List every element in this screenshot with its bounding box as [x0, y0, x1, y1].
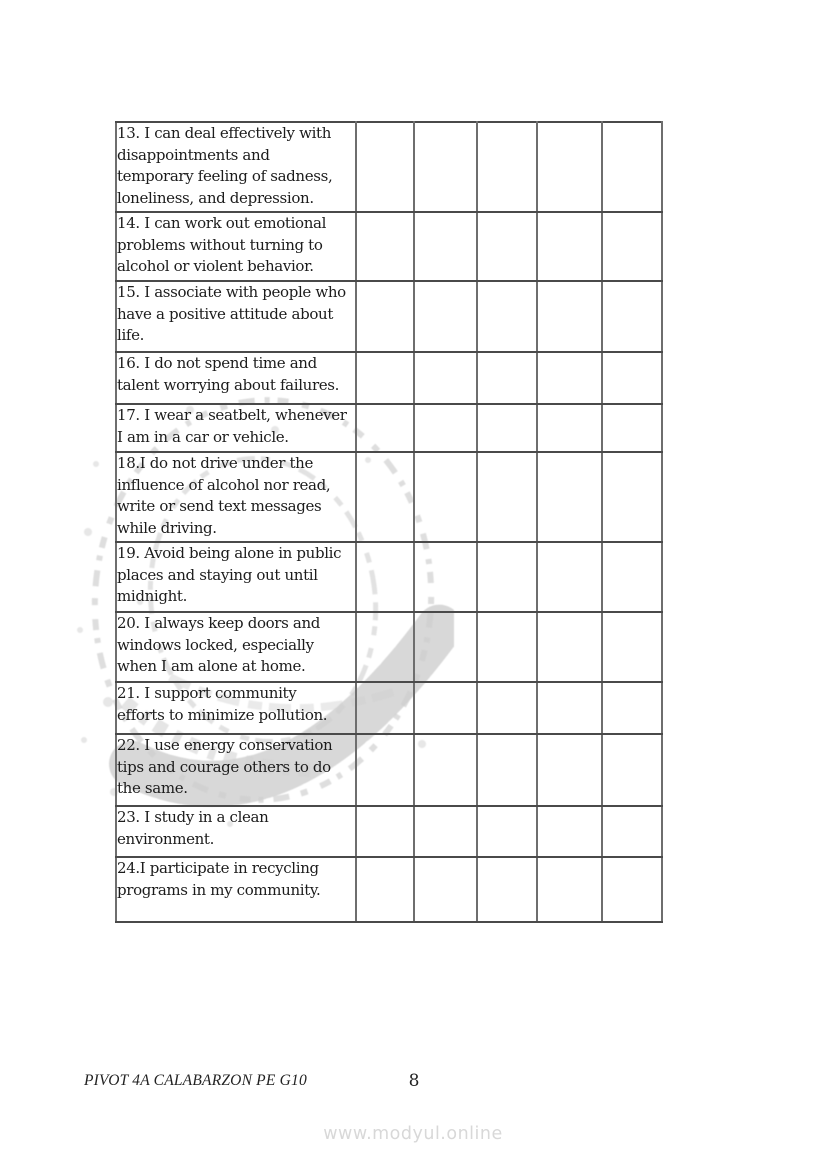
answer-cell [477, 734, 537, 806]
answer-cell [477, 806, 537, 857]
statement-cell [116, 352, 356, 404]
answer-cell [356, 612, 414, 682]
statement-cell [116, 734, 356, 806]
statement-text: 15. I associate with people who have a positive attitude about life. [117, 283, 346, 344]
answer-cell [537, 612, 602, 682]
answer-cell [477, 281, 537, 352]
table-row [116, 612, 662, 682]
answer-cell [477, 352, 537, 404]
table-row [116, 352, 662, 404]
answer-cell [414, 452, 477, 542]
statement-text: 14. I can work out emotional problems without turning to alcohol or violent behavior. [117, 214, 327, 275]
answer-cell [356, 452, 414, 542]
statement-cell [116, 212, 356, 281]
answer-cell [477, 452, 537, 542]
answer-cell [477, 542, 537, 612]
table-row [116, 682, 662, 734]
answer-cell [602, 682, 662, 734]
answer-cell [414, 212, 477, 281]
table-row [116, 404, 662, 452]
answer-cell [477, 612, 537, 682]
answer-cell [414, 806, 477, 857]
statement-cell [116, 682, 356, 734]
table-row [116, 122, 662, 212]
answer-cell [414, 857, 477, 922]
answer-cell [414, 281, 477, 352]
answer-cell [537, 122, 602, 212]
answer-cell [356, 542, 414, 612]
answer-cell [602, 806, 662, 857]
answer-cell [477, 212, 537, 281]
table-row [116, 734, 662, 806]
answer-cell [602, 352, 662, 404]
answer-cell [602, 857, 662, 922]
answer-cell [537, 857, 602, 922]
statement-cell [116, 122, 356, 212]
answer-cell [602, 122, 662, 212]
table-row [116, 806, 662, 857]
statement-cell [116, 612, 356, 682]
answer-cell [537, 452, 602, 542]
statement-text: 16. I do not spend time and talent worrying about failures. [117, 354, 340, 394]
answer-cell [356, 734, 414, 806]
statement-text: 23. I study in a clean environment. [117, 808, 269, 848]
answer-cell [356, 352, 414, 404]
answer-cell [602, 281, 662, 352]
table-row [116, 452, 662, 542]
answer-cell [602, 452, 662, 542]
answer-cell [414, 404, 477, 452]
answer-cell [602, 734, 662, 806]
table-row [116, 542, 662, 612]
statement-text: 24.I participate in recycling programs in my community. [117, 859, 321, 899]
statement-cell [116, 281, 356, 352]
answer-cell [414, 612, 477, 682]
answer-cell [477, 122, 537, 212]
answer-cell [537, 404, 602, 452]
answer-cell [537, 734, 602, 806]
answer-cell [537, 212, 602, 281]
answer-cell [356, 806, 414, 857]
answer-cell [356, 281, 414, 352]
answer-cell [414, 682, 477, 734]
answer-cell [602, 404, 662, 452]
answer-cell [602, 612, 662, 682]
table-row [116, 212, 662, 281]
statement-cell [116, 404, 356, 452]
statements-table [115, 121, 663, 923]
answer-cell [477, 857, 537, 922]
table-row [116, 857, 662, 922]
answer-cell [537, 682, 602, 734]
statement-text: 17. I wear a seatbelt, whenever I am in a car or vehicle. [117, 406, 347, 446]
statement-text: 20. I always keep doors and windows locked, especially when I am alone at home. [117, 614, 321, 675]
statement-cell [116, 857, 356, 922]
statement-text: 22. I use energy conservation tips and courage others to do the same. [117, 736, 333, 797]
answer-cell [602, 212, 662, 281]
answer-cell [602, 542, 662, 612]
answer-cell [414, 352, 477, 404]
answer-cell [356, 857, 414, 922]
statement-text: 13. I can deal effectively with disappointments and temporary feeling of sadness, loneliness, and depression. [117, 124, 333, 207]
answer-cell [537, 806, 602, 857]
statement-cell [116, 542, 356, 612]
statement-text: 18.I do not drive under the influence of alcohol nor read, write or send text messages while driving. [117, 454, 331, 537]
table-row [116, 281, 662, 352]
statement-text: 21. I support community efforts to minimize pollution. [117, 684, 328, 724]
answer-cell [477, 682, 537, 734]
statement-text: 19. Avoid being alone in public places and staying out until midnight. [117, 544, 342, 605]
site-watermark-text: www.modyul.online [323, 1124, 503, 1144]
answer-cell [537, 281, 602, 352]
answer-cell [356, 212, 414, 281]
answer-cell [414, 734, 477, 806]
answer-cell [356, 682, 414, 734]
answer-cell [356, 122, 414, 212]
footer-module-label: PIVOT 4A CALABARZON PE G10 [84, 1072, 307, 1089]
answer-cell [414, 542, 477, 612]
page-number: 8 [408, 1071, 420, 1091]
statement-cell [116, 452, 356, 542]
answer-cell [537, 542, 602, 612]
answer-cell [477, 404, 537, 452]
answer-cell [356, 404, 414, 452]
statement-cell [116, 806, 356, 857]
answer-cell [414, 122, 477, 212]
answer-cell [537, 352, 602, 404]
